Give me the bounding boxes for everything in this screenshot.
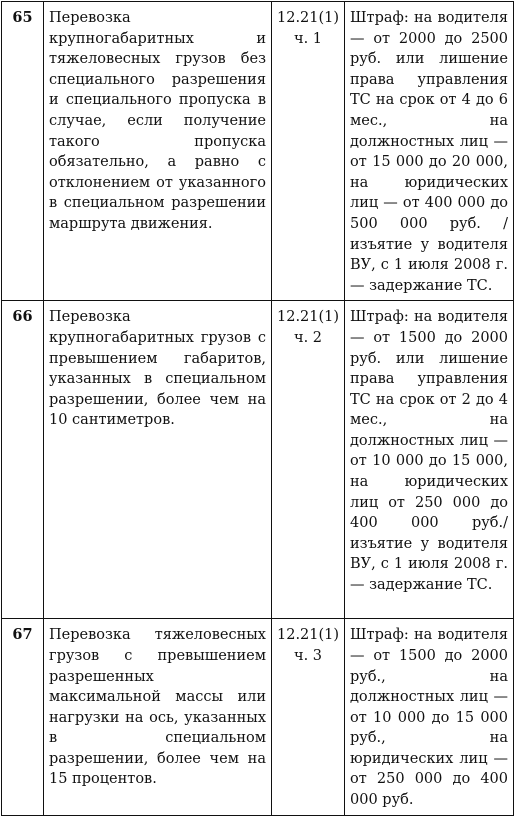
violation-description-text: Перевозка тяжеловесных грузов с превышением разрешенных максимальной массы или нагрузки на ось, указанных в специальном разрешении, более чем на 15 процентов. bbox=[49, 627, 266, 788]
law-article-text: 12.21(1) ч. 2 bbox=[277, 309, 340, 346]
violation-description-text: Перевозка крупногабаритных и тяжеловесных грузов без специального разрешения и специального пропуска в случае, если получение такого пропуска обязательно, а равно с отклонением от указанного в специальном разрешении маршрута движения. bbox=[49, 10, 266, 232]
penalty-text: Штраф: на водителя — от 1500 до 2000 руб., на должностных лиц — от 10 000 до 15 000 руб., на юридических лиц — от 250 000 до 400 000 руб. bbox=[350, 627, 508, 809]
penalty bbox=[345, 619, 514, 815]
penalty bbox=[345, 301, 514, 619]
violation-description bbox=[44, 301, 272, 619]
law-article-text: 12.21(1) ч. 3 bbox=[277, 627, 340, 664]
table-row bbox=[2, 619, 514, 815]
penalty-text: Штраф: на водителя — от 1500 до 2000 руб. или лишение права управления ТС на срок от 2 до 4 мес., на должностных лиц — от 10 000 до 15 000, на юридических лиц от 250 000 до 400 000 руб./изъятие у водителя ВУ, с 1 июля 2008 г. — задержание ТС. bbox=[350, 309, 508, 594]
law-article-text: 12.21(1) ч. 1 bbox=[277, 10, 340, 47]
row-number: 65 bbox=[2, 2, 44, 301]
table-row bbox=[2, 301, 514, 619]
row-number: 66 bbox=[2, 301, 44, 619]
violation-description bbox=[44, 619, 272, 815]
fines-table bbox=[1, 1, 514, 816]
row-number: 67 bbox=[2, 619, 44, 815]
law-article bbox=[272, 619, 345, 815]
penalty bbox=[345, 2, 514, 301]
violation-description-text: Перевозка крупногабаритных грузов с превышением габаритов, указанных в специальном разрешении, более чем на 10 сантиметров. bbox=[49, 309, 266, 429]
violation-description bbox=[44, 2, 272, 301]
law-article bbox=[272, 301, 345, 619]
penalty-text: Штраф: на водителя — от 2000 до 2500 руб. или лишение права управления ТС на срок от 4 до 6 мес., на должностных лиц — от 15 000 до 20 000, на юридических лиц — от 400 000 до 500 000 руб. / изъятие у водителя ВУ, с 1 июля 2008 г. — задержание ТС. bbox=[350, 10, 508, 294]
law-article bbox=[272, 2, 345, 301]
table-row bbox=[2, 2, 514, 301]
